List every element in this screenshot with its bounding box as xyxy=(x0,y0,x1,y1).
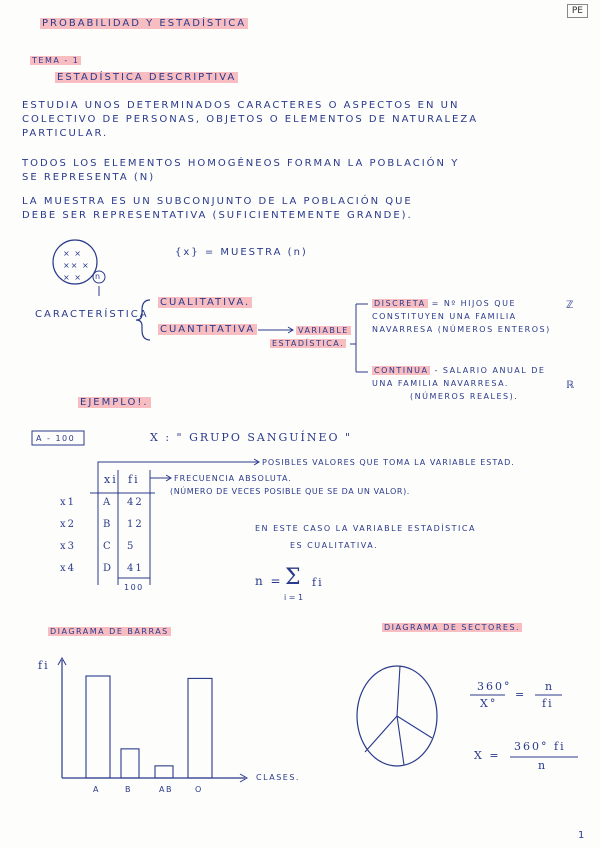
characteristic-label: CARACTERÍSTICA xyxy=(35,309,149,320)
pie-f1-den: X° xyxy=(480,697,498,710)
integers-symbol: ℤ xyxy=(566,300,576,311)
bar-AB xyxy=(155,766,173,778)
reals-symbol: ℝ xyxy=(566,380,576,391)
row-index: x4 xyxy=(60,563,77,574)
sum-lower-limit: i = 1 xyxy=(284,593,304,602)
discreta-head: DISCRETA = Nº HIJOS QUE xyxy=(374,299,516,308)
sum-formula-n: n = xyxy=(255,574,283,588)
variable-definition: X : " GRUPO SANGUÍNEO " xyxy=(150,431,353,444)
cuantitativa-label: CUANTITATIVA xyxy=(160,324,256,335)
sample-n: n xyxy=(95,272,102,281)
row-frequency: 12 xyxy=(127,519,144,530)
continua-line: UNA FAMILIA NAVARRESA. xyxy=(372,379,509,388)
bar-x-label: CLASES. xyxy=(256,773,300,782)
intro-line: ESTUDIA UNOS DETERMINADOS CARACTERES O ASPECTOS EN UN xyxy=(22,100,460,111)
freq-note: (NÚMERO DE VECES POSIBLE QUE SE DA UN VALOR). xyxy=(170,487,410,496)
example-note: EN ESTE CASO LA VARIABLE ESTADÍSTICA xyxy=(255,524,476,533)
col-header-fi: fi xyxy=(128,473,140,486)
pie-slice-divider xyxy=(365,716,397,752)
bar-series xyxy=(86,676,212,778)
continua-head: CONTINUA - SALARIO ANUAL DE xyxy=(374,366,546,375)
bar-category-label: A xyxy=(93,785,100,794)
intro-line: PARTICULAR. xyxy=(22,128,109,139)
intro-line: TODOS LOS ELEMENTOS HOMOGÉNEOS FORMAN LA POBLACIÓN Y xyxy=(22,158,460,169)
variable-label: ESTADÍSTICA. xyxy=(272,339,345,348)
bar-A xyxy=(86,676,110,778)
bar-B xyxy=(121,749,139,778)
sum-term: fi xyxy=(312,576,324,589)
bar-O xyxy=(188,678,212,778)
pie-slice-divider xyxy=(397,666,400,716)
row-value: A xyxy=(103,497,113,508)
sum-symbol: Σ xyxy=(285,565,301,590)
sample-formula: {x} = MUESTRA (n) xyxy=(175,247,308,258)
row-index: x3 xyxy=(60,541,77,552)
discreta-line: NAVARRESA (NÚMEROS ENTEROS) xyxy=(372,325,551,334)
possible-values-note: POSIBLES VALORES QUE TOMA LA VARIABLE ESTAD. xyxy=(262,458,515,467)
row-frequency: 42 xyxy=(127,497,144,508)
row-frequency: 41 xyxy=(127,563,144,574)
page-number: 1 xyxy=(578,830,587,841)
table-total: 100 xyxy=(124,583,144,592)
tema-label: TEMA - 1 xyxy=(32,56,80,65)
pie-slice-divider xyxy=(397,716,404,765)
bar-y-label: fi xyxy=(38,659,50,672)
bar-category-label: O xyxy=(195,785,203,794)
bar-category-label: AB xyxy=(159,785,173,794)
bar-category-label: B xyxy=(125,785,132,794)
pie-f1-rnum: n xyxy=(545,680,555,693)
sample-dots: × × ×× × × × xyxy=(63,249,90,282)
row-value: D xyxy=(103,563,114,574)
intro-line: DEBE SER REPRESENTATIVA (SUFICIENTEMENTE GRANDE). xyxy=(22,210,413,221)
cualitativa-label: CUALITATIVA. xyxy=(160,297,251,308)
pie-f1-num: 360° xyxy=(477,680,512,693)
intro-line: SE REPRESENTA (N) xyxy=(22,172,156,183)
example-heading: EJEMPLO!. xyxy=(80,397,149,408)
row-value: B xyxy=(103,519,113,530)
freq-note: FRECUENCIA ABSOLUTA. xyxy=(174,474,292,483)
corner-code: PE xyxy=(567,4,588,18)
continua-line: (NÚMEROS REALES). xyxy=(410,392,519,401)
row-value: C xyxy=(103,541,113,552)
example-note: ES CUALITATIVA. xyxy=(290,541,379,550)
pie-chart-heading: DIAGRAMA DE SECTORES. xyxy=(384,623,521,632)
intro-line: LA MUESTRA ES UN SUBCONJUNTO DE LA POBLACIÓN QUE xyxy=(22,196,413,207)
pie-f1-eq: = xyxy=(515,688,527,701)
pie-f2-num: 360° fi xyxy=(514,740,566,753)
intro-line: COLECTIVO DE PERSONAS, OBJETOS O ELEMENTOS DE NATURALEZA xyxy=(22,114,479,125)
page-title: PROBABILIDAD Y ESTADÍSTICA xyxy=(42,18,247,29)
pie-f2-lhs: X = xyxy=(474,749,501,762)
variable-label: VARIABLE xyxy=(298,326,349,335)
row-index: x2 xyxy=(60,519,77,530)
row-index: x1 xyxy=(60,497,77,508)
pie-f2-den: n xyxy=(538,759,548,772)
section-title: ESTADÍSTICA DESCRIPTIVA xyxy=(57,72,237,83)
row-frequency: 5 xyxy=(127,541,136,552)
bar-chart-heading: DIAGRAMA DE BARRAS xyxy=(50,627,169,636)
pie-slice-divider xyxy=(397,716,432,738)
pie-f1-rden: fi xyxy=(542,697,554,710)
discreta-line: CONSTITUYEN UNA FAMILIA xyxy=(372,312,517,321)
col-header-xi: xi xyxy=(104,473,118,486)
example-box: A - 100 xyxy=(36,434,76,443)
